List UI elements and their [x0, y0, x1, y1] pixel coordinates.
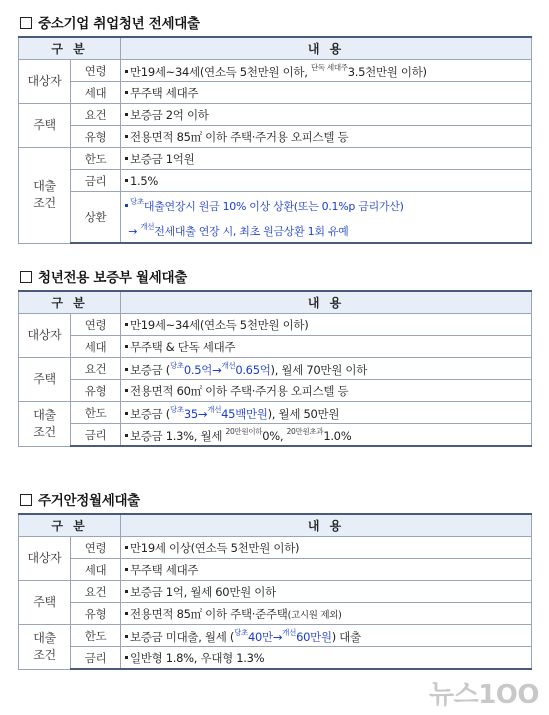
label-type: 유형	[71, 126, 121, 148]
label-age: 연령	[71, 60, 121, 82]
group-loan-conditions: 대출 조건	[19, 148, 71, 244]
bullet-icon	[125, 590, 128, 593]
table-row	[19, 581, 532, 603]
label-household: 세대	[71, 559, 121, 581]
table-row	[19, 424, 532, 447]
bullet-icon	[125, 568, 128, 571]
bullet-icon	[125, 204, 128, 207]
label-age: 연령	[71, 314, 121, 336]
bullet-icon	[125, 91, 128, 94]
section-title-youth-monthly-rent	[20, 266, 187, 286]
value-age: 만19세~34세(연소득 5천만원 이하)	[121, 314, 532, 336]
value-rate: 일반형 1.8%, 우대형 1.3%	[121, 647, 532, 670]
bullet-icon	[125, 70, 128, 73]
bullet-icon	[125, 113, 128, 116]
bullet-icon	[125, 323, 128, 326]
bullet-icon	[125, 345, 128, 348]
value-requirement: 보증금 ($^{당초}$0.5억→$^{개선}$0.65억), 월세 70만원 이하	[121, 358, 532, 380]
bullet-icon	[125, 434, 128, 437]
label-limit: 한도	[71, 625, 121, 647]
table-row	[19, 126, 532, 148]
section-title-housing-stability-rent	[20, 489, 140, 509]
label-repayment: 상환	[71, 192, 121, 244]
group-house: 주택	[19, 581, 71, 625]
table-header-row	[19, 291, 532, 314]
value-type: 전용면적 85㎡ 이하 주택·주거용 오피스텔 등	[121, 126, 532, 148]
table-row	[19, 625, 532, 647]
group-loan-conditions: 대출 조건	[19, 625, 71, 670]
table-row	[19, 192, 532, 244]
value-repayment: $^{당초}$대출연장시 원금 10% 이상 상환(또는 0.1%p 금리가산) → $^{개선}$전세대출 연장 시, 최초 원금상환 1회 유예	[121, 192, 532, 244]
label-rate: 금리	[71, 647, 121, 670]
bullet-icon	[125, 389, 128, 392]
value-type: 전용면적 85㎡ 이하 주택·준주택(고시원 제외)	[121, 603, 532, 625]
label-type: 유형	[71, 380, 121, 402]
table-row	[19, 336, 532, 358]
bullet-icon	[125, 179, 128, 182]
label-age: 연령	[71, 537, 121, 559]
label-requirement: 요건	[71, 104, 121, 126]
table-row	[19, 647, 532, 670]
value-limit: 보증금 1억원	[121, 148, 532, 170]
value-requirement: 보증금 1억, 월세 60만원 이하	[121, 581, 532, 603]
header-content: 내 용	[121, 291, 532, 314]
value-age: 만19세 이상(연소득 5천만원 이하)	[121, 537, 532, 559]
table-row	[19, 170, 532, 192]
label-requirement: 요건	[71, 358, 121, 380]
value-requirement: 보증금 2억 이하	[121, 104, 532, 126]
table-row	[19, 104, 532, 126]
section-title-youth-jeonse	[20, 12, 200, 32]
label-limit: 한도	[71, 402, 121, 424]
group-loan-conditions: 대출 조건	[19, 402, 71, 447]
label-requirement: 요건	[71, 581, 121, 603]
bullet-icon	[125, 635, 128, 638]
label-household: 세대	[71, 82, 121, 104]
bullet-icon	[125, 368, 128, 371]
bullet-icon	[125, 157, 128, 160]
table-row	[19, 148, 532, 170]
value-age: 만19세~34세(연소득 5천만원 이하, $^{단독 세대주}$3.5천만원 이하)	[121, 60, 532, 82]
group-target: 대상자	[19, 314, 71, 358]
table-row	[19, 60, 532, 82]
table-row	[19, 402, 532, 424]
group-house: 주택	[19, 104, 71, 148]
table-youth-monthly-rent	[18, 290, 532, 447]
section-title-text: 주거안정월세대출	[38, 493, 140, 509]
group-target: 대상자	[19, 537, 71, 581]
table-youth-jeonse	[18, 36, 532, 244]
label-rate: 금리	[71, 170, 121, 192]
section-title-text: 청년전용 보증부 월세대출	[38, 270, 187, 286]
table-row	[19, 82, 532, 104]
bullet-icon	[125, 135, 128, 138]
label-limit: 한도	[71, 148, 121, 170]
checkbox-square-icon	[20, 271, 32, 283]
table-row	[19, 358, 532, 380]
section-title-text: 중소기업 취업청년 전세대출	[38, 16, 200, 32]
table-row	[19, 559, 532, 581]
label-type: 유형	[71, 603, 121, 625]
value-rate: 1.5%	[121, 170, 532, 192]
label-household: 세대	[71, 336, 121, 358]
table-row	[19, 314, 532, 336]
header-content: 내 용	[121, 37, 532, 60]
table-header-row	[19, 37, 532, 60]
table-row	[19, 537, 532, 559]
value-limit: 보증금 미대출, 월세 ($^{당초}$40만→$^{개선}$60만원) 대출	[121, 625, 532, 647]
value-limit: 보증금 ($^{당초}$35→$^{개선}$45백만원), 월세 50만원	[121, 402, 532, 424]
checkbox-square-icon	[20, 494, 32, 506]
value-type: 전용면적 60㎡ 이하 주택·주거용 오피스텔 등	[121, 380, 532, 402]
value-household: 무주택 세대주	[121, 82, 532, 104]
label-rate: 금리	[71, 424, 121, 447]
bullet-icon	[125, 412, 128, 415]
value-household: 무주택 & 단독 세대주	[121, 336, 532, 358]
news100-watermark-logo: 뉴스1OO	[428, 680, 539, 710]
header-category: 구 분	[19, 37, 121, 60]
bullet-icon	[125, 612, 128, 615]
header-category: 구 분	[19, 514, 121, 537]
table-header-row	[19, 514, 532, 537]
checkbox-square-icon	[20, 17, 32, 29]
header-content: 내 용	[121, 514, 532, 537]
table-housing-stability-rent	[18, 513, 532, 670]
table-row	[19, 603, 532, 625]
bullet-icon	[125, 546, 128, 549]
bullet-icon	[125, 656, 128, 659]
value-household: 무주택 세대주	[121, 559, 532, 581]
group-target: 대상자	[19, 60, 71, 104]
value-rate: 보증금 1.3%, 월세 $^{20만원이하}$0%, $^{20만원초과}$1.0%	[121, 424, 532, 447]
header-category: 구 분	[19, 291, 121, 314]
table-row	[19, 380, 532, 402]
group-house: 주택	[19, 358, 71, 402]
